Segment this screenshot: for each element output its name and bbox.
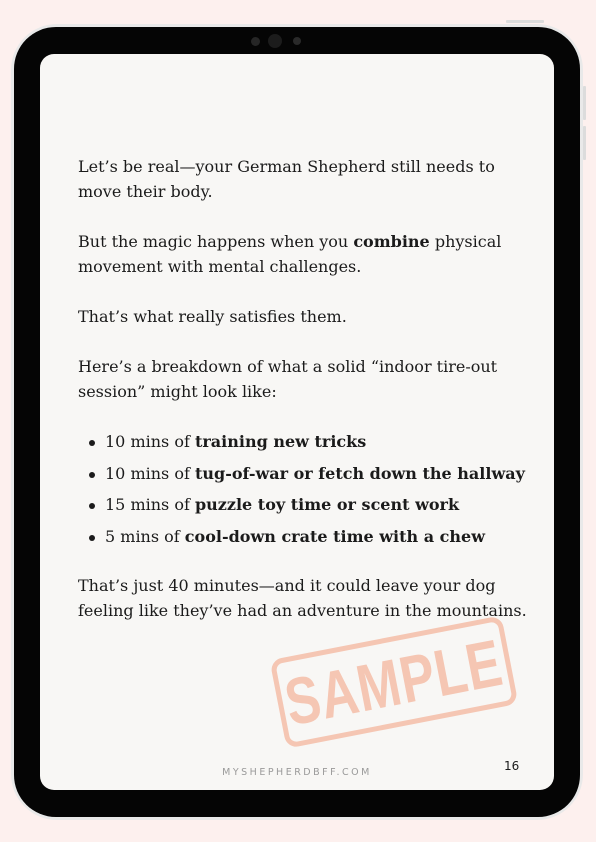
- bullet-icon: [89, 535, 95, 541]
- bullet-icon: [89, 503, 95, 509]
- camera-sensor-left: [251, 37, 260, 46]
- list-item: 10 mins of training new tricks: [78, 429, 528, 454]
- bold-text: combine: [353, 232, 430, 251]
- page-number: 16: [504, 759, 520, 773]
- tablet-volume-down-button: [583, 126, 586, 160]
- front-camera: [268, 34, 282, 48]
- page-body: [78, 154, 528, 648]
- tablet-top-button: [506, 20, 544, 23]
- bullet-icon: [89, 440, 95, 446]
- list-item: 5 mins of cool-down crate time with a chew: [78, 524, 528, 549]
- camera-sensor-right: [293, 37, 301, 45]
- list-item: 15 mins of puzzle toy time or scent work: [78, 492, 528, 517]
- list-item: 10 mins of tug-of-war or fetch down the hallway: [78, 461, 528, 486]
- tablet-volume-up-button: [583, 86, 586, 120]
- ebook-page: [40, 54, 554, 790]
- footer-website: MYSHEPHERDBFF.COM: [222, 767, 372, 778]
- paragraph: Let’s be real—your German Shepherd still needs to move their body.: [78, 157, 495, 201]
- paragraph: But the magic happens when you combine physical movement with mental challenges.: [78, 232, 502, 276]
- paragraph: That’s just 40 minutes—and it could leave your dog feeling like they’ve had an adventure in the mountains.: [78, 575, 527, 620]
- stamp-text: SAMPLE: [279, 624, 509, 740]
- session-breakdown-list: [78, 429, 528, 549]
- bullet-icon: [89, 472, 95, 478]
- paragraph: Here’s a breakdown of what a solid “indoor tire-out session” might look like:: [78, 357, 498, 401]
- paragraph: That’s what really satisfies them.: [78, 307, 347, 326]
